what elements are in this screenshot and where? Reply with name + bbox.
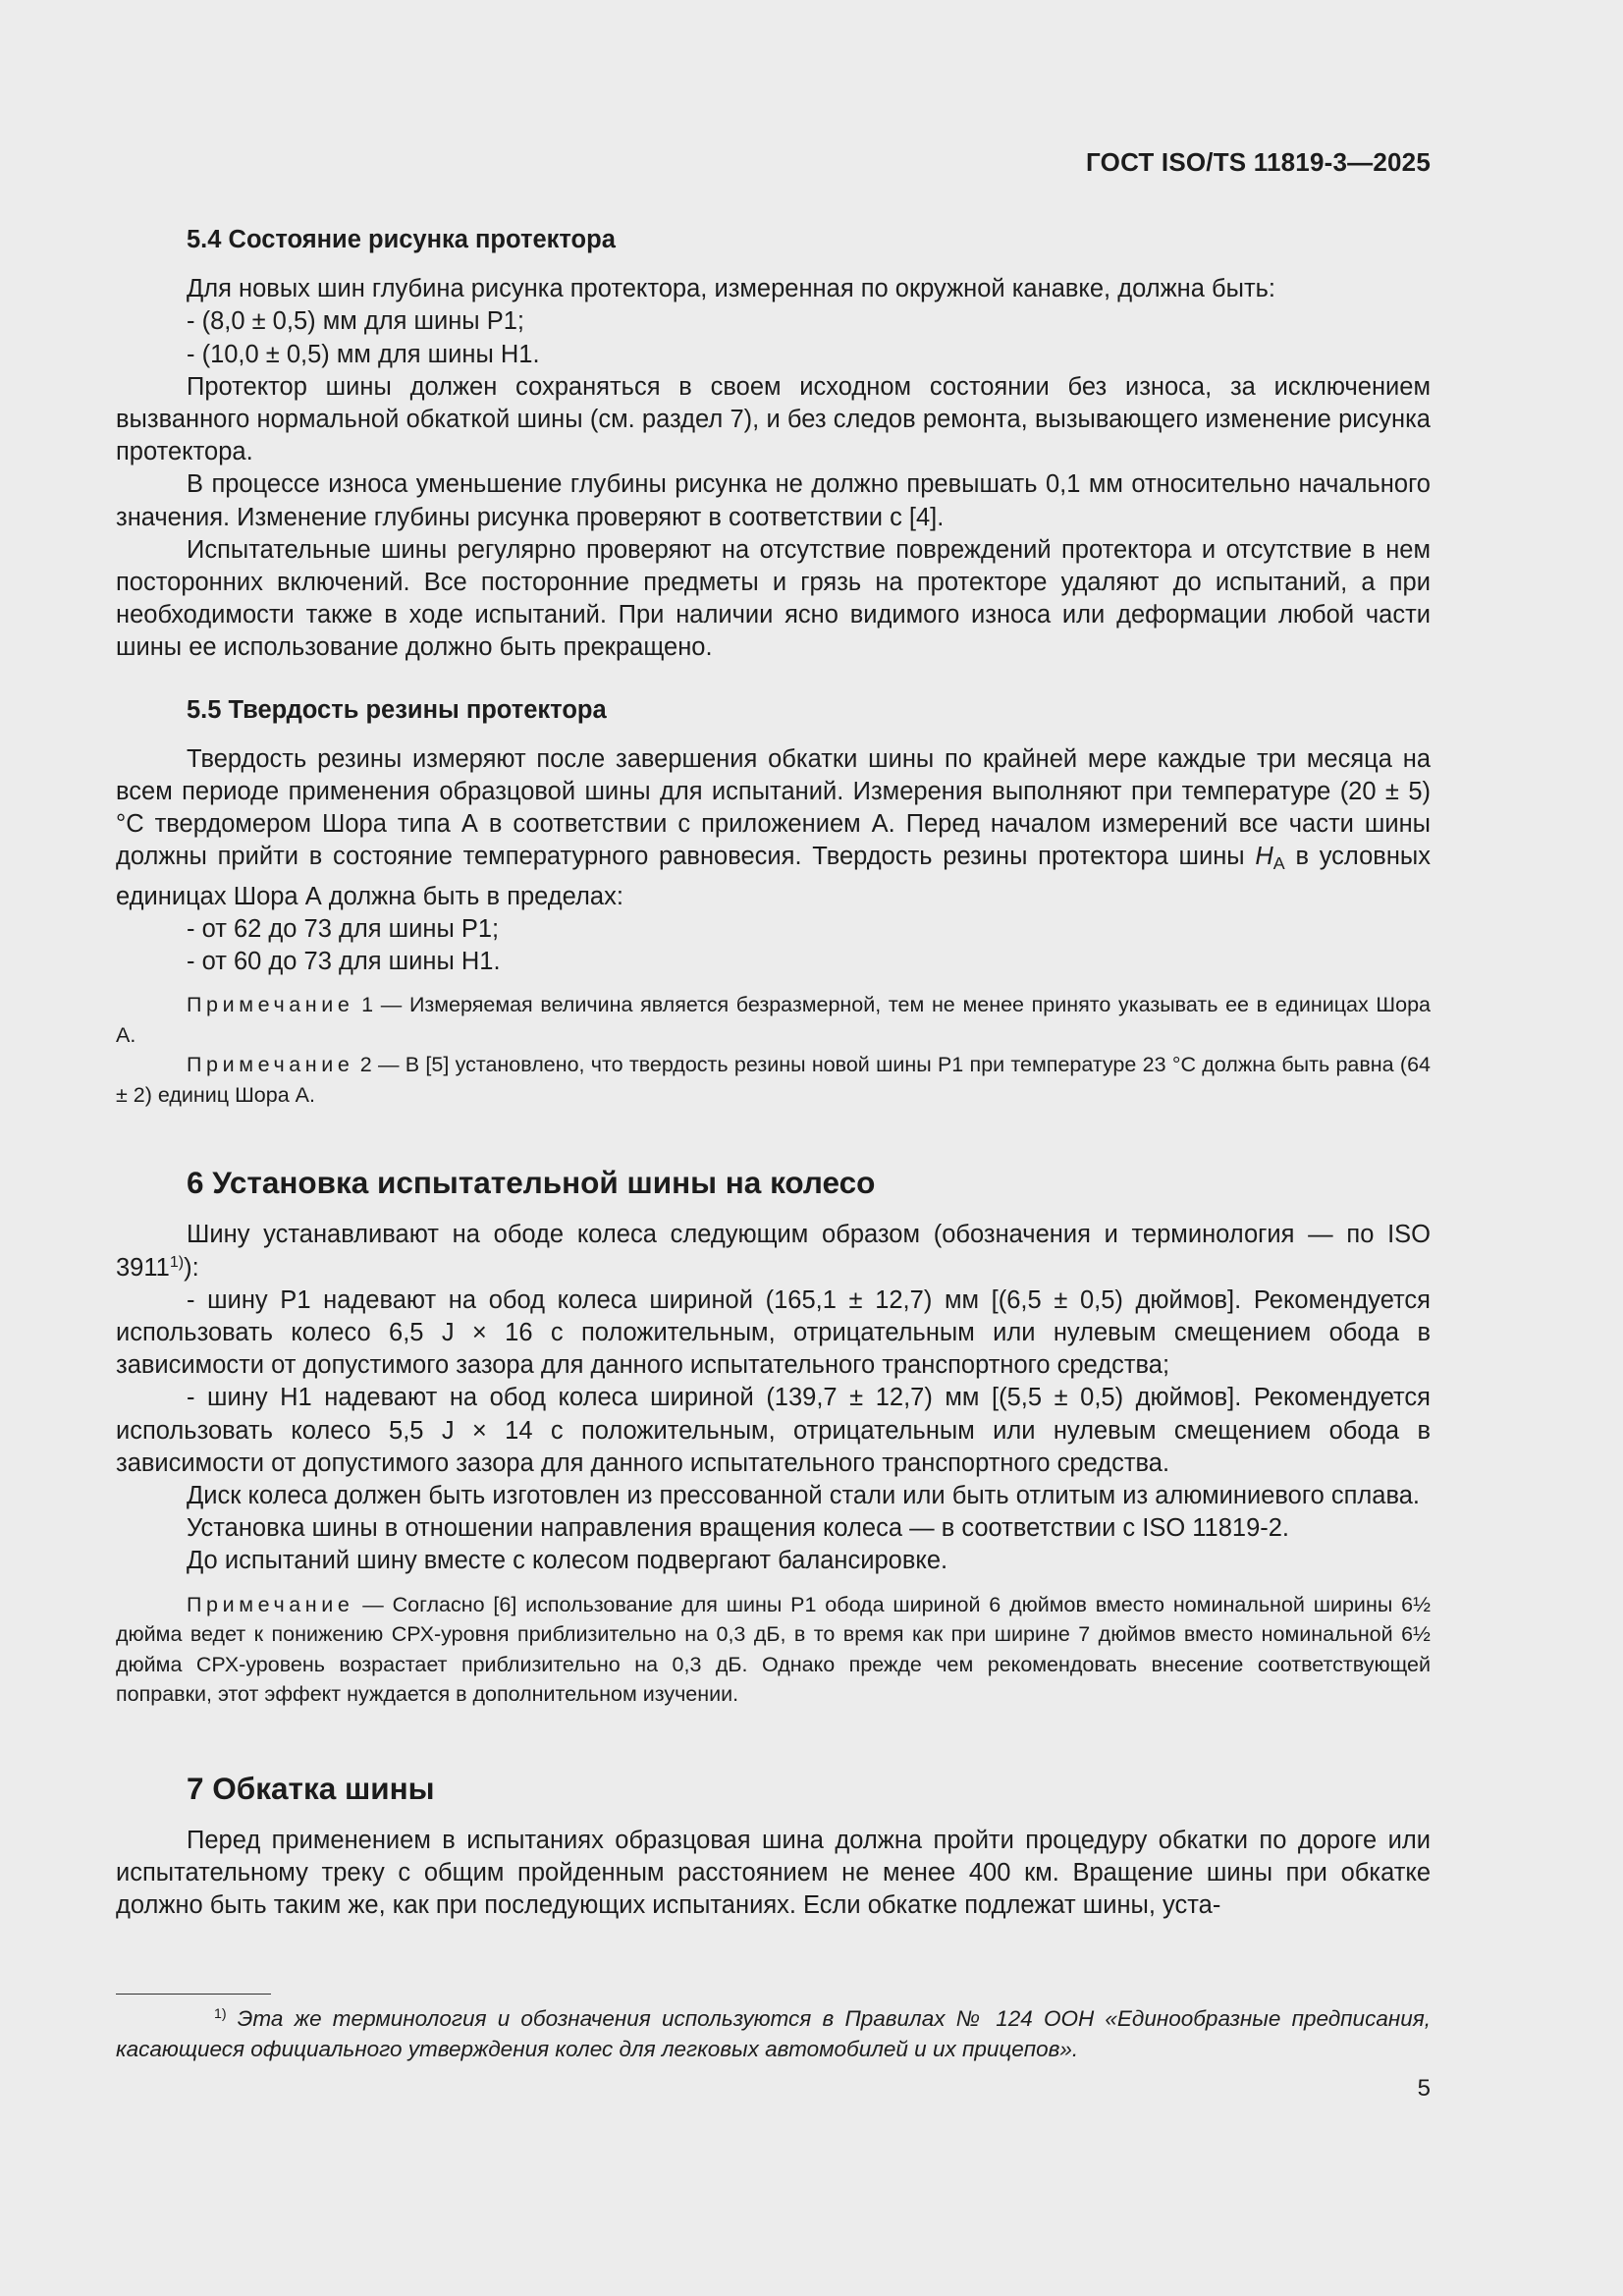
section-5-4-paragraph-2: Протектор шины должен сохраняться в своем исходном состоянии без износа, за исключением вызванного нормальной обкаткой шины (см. раздел 7), и без следов ремонта, вызывающего изменение рисунка протектора. bbox=[116, 372, 1431, 466]
section-6-list-item-1: - шину P1 надевают на обод колеса шириной (165,1 ± 12,7) мм [(6,5 ± 0,5) дюймов]. Рекомендуется использовать колесо 6,5 J × 16 с положительным, отрицательным или нулевым смещением обода в зависимости от допустимого зазора для данного испытательного транспортного средства; bbox=[116, 1285, 1431, 1380]
note-label: Примечание bbox=[187, 993, 354, 1017]
section-5-5-list-item-2: - от 60 до 73 для шины H1. bbox=[187, 948, 501, 976]
note-label: Примечание bbox=[187, 1592, 354, 1616]
section-6-paragraph-3: Установка шины в отношении направления вращения колеса — в соответствии с ISO 11819-2. bbox=[187, 1514, 1290, 1543]
section-5-5-paragraph-1-end: в условных единицах Шора А должна быть в пределах: bbox=[116, 843, 1431, 910]
footnote-reference: 1) bbox=[169, 1252, 185, 1271]
section-6-paragraph-4: До испытаний шину вместе с колесом подвергают балансировке. bbox=[187, 1547, 948, 1575]
section-5-5-list-item-1: - от 62 до 73 для шины P1; bbox=[187, 914, 500, 943]
section-5-4-title: 5.4 Состояние рисунка протектора bbox=[187, 226, 616, 253]
note-text: 2 — В [5] установлено, что твердость резины новой шины P1 при температуре 23 °C должна быть равна (64 ± 2) единиц Шора А. bbox=[116, 1053, 1431, 1107]
section-6-title: 6 Установка испытательной шины на колесо bbox=[187, 1165, 876, 1201]
section-5-5-note-2 bbox=[116, 1050, 1431, 1110]
footnote-mark: 1) bbox=[214, 2006, 227, 2023]
section-6-paragraph-2: Диск колеса должен быть изготовлен из прессованной стали или быть отлитым из алюминиевого сплава. bbox=[187, 1482, 1421, 1510]
footnote-separator bbox=[116, 1994, 271, 1995]
section-6-paragraph-1 bbox=[116, 1219, 1431, 1284]
section-6-paragraph-1-end: ): bbox=[184, 1253, 199, 1282]
section-6-paragraph-1-text: Шину устанавливают на ободе колеса следующим образом (обозначения и терминология — по ISO 3911 bbox=[116, 1221, 1431, 1282]
section-6-list-item-2: - шину H1 надевают на обод колеса шириной (139,7 ± 12,7) мм [(5,5 ± 0,5) дюймов]. Рекомендуется использовать колесо 5,5 J × 14 с положительным, отрицательным или нулевым смещением обода в зависимости от допустимого зазора для данного испытательного транспортного средства. bbox=[116, 1384, 1431, 1477]
note-text: — Согласно [6] использование для шины P1 обода шириной 6 дюймов вместо номинальной ширины 6½ дюйма ведет к понижению СРХ-уровня приблизительно на 0,3 дБ, в то время как при ширине 7 дюймов вместо номинальной 6½ дюйма СРХ-уровень возрастает приблизительно на 0,3 дБ. Однако прежде чем рекомендовать внесение соответствующей поправки, этот эффект нуждается в дополнительном изучении. bbox=[116, 1592, 1431, 1707]
note-text: 1 — Измеряемая величина является безразмерной, тем не менее принято указывать ее в единицах Шора А. bbox=[116, 993, 1431, 1047]
section-6-note bbox=[116, 1590, 1431, 1710]
page-content bbox=[116, 224, 1431, 1923]
section-5-4-paragraph-3: В процессе износа уменьшение глубины рисунка не должно превышать 0,1 мм относительно начального значения. Изменение глубины рисунка проверяют в соответствии с [4]. bbox=[116, 470, 1431, 531]
section-7-paragraph-1: Перед применением в испытаниях образцовая шина должна пройти процедуру обкатки по дороге или испытательному треку с общим пройденным расстоянием не менее 400 км. Вращение шины при обкатке должно быть таким же, как при последующих испытаниях. Если обкатке подлежат шины, уста- bbox=[116, 1826, 1431, 1920]
section-5-4-list-item-1: - (8,0 ± 0,5) мм для шины P1; bbox=[187, 307, 524, 336]
footnote bbox=[116, 2003, 1431, 2064]
hardness-symbol: H bbox=[1255, 843, 1273, 871]
note-label: Примечание bbox=[187, 1053, 354, 1077]
section-5-5-paragraph-1-text: Твердость резины измеряют после завершения обкатки шины по крайней мере каждые три месяца на всем периоде применения образцовой шины для испытаний. Измерения выполняют при температуре (20 ± 5) °C твердомером Шора типа А в соответствии с приложением А. Перед началом измерений все части шины должны прийти в состояние температурного равновесия. Твердость резины протектора шины bbox=[116, 744, 1431, 871]
section-5-5-paragraph-1 bbox=[116, 743, 1431, 913]
section-7-title: 7 Обкатка шины bbox=[187, 1770, 435, 1806]
section-5-4-list-item-2: - (10,0 ± 0,5) мм для шины H1. bbox=[187, 340, 540, 368]
footnote-text: Эта же терминология и обозначения используются в Правилах № 124 ООН «Единообразные предписания, касающиеся официального утверждения колес для легковых автомобилей и их прицепов». bbox=[116, 2006, 1431, 2061]
hardness-symbol-subscript: A bbox=[1272, 853, 1285, 874]
section-5-4-paragraph-1: Для новых шин глубина рисунка протектора, измеренная по окружной канавке, должна быть: bbox=[187, 275, 1275, 303]
section-5-5-note-1 bbox=[116, 990, 1431, 1050]
section-5-5-title: 5.5 Твердость резины протектора bbox=[187, 695, 607, 724]
page-number: 5 bbox=[1417, 2075, 1431, 2102]
document-header: ГОСТ ISO/TS 11819-3—2025 bbox=[1086, 147, 1431, 177]
section-5-4-paragraph-4: Испытательные шины регулярно проверяют на отсутствие повреждений протектора и отсутствие в нем посторонних включений. Все посторонние предметы и грязь на протекторе удаляют до испытаний, а при необходимости также в ходе испытаний. При наличии ясно видимого износа или деформации любой части шины ее использование должно быть прекращено. bbox=[116, 535, 1431, 662]
